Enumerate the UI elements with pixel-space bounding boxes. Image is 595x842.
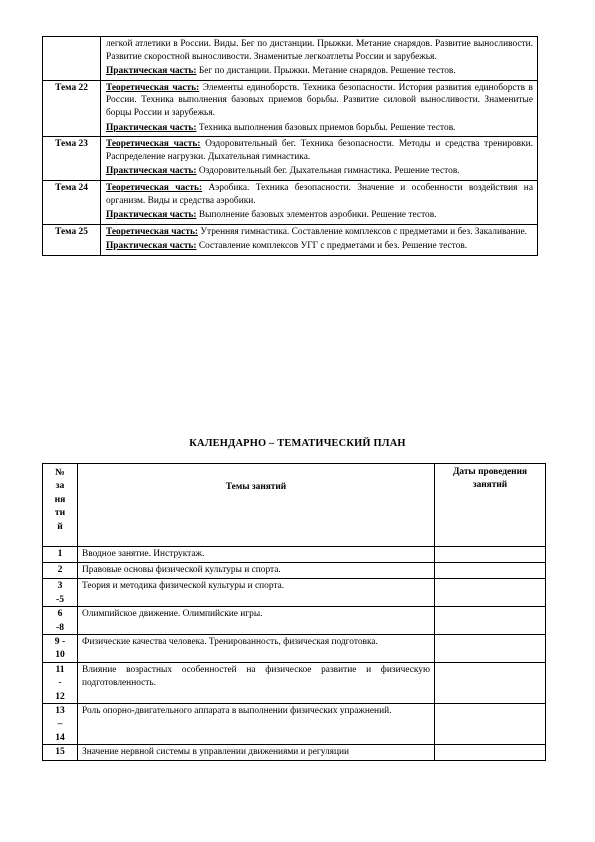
- lesson-number-line: -: [58, 677, 62, 689]
- part-text: легкой атлетики в России. Виды. Бег по дистанции. Прыжки. Метание снарядов. Развитие выносливости. Развитие скоростной выносливости. Знаменитые легкоатлеты России и зарубежья.: [106, 39, 533, 62]
- plan-row: [43, 579, 546, 607]
- topic-paragraph: [106, 138, 533, 163]
- topic-description: [101, 224, 538, 255]
- lesson-number: [43, 635, 78, 663]
- lesson-number: [43, 662, 78, 703]
- part-text: Выполнение базовых элементов аэробики. Решение тестов.: [196, 210, 437, 221]
- header-topic: Темы занятий: [78, 464, 435, 547]
- lesson-number: [43, 745, 78, 761]
- topic-number: Тема 23: [43, 137, 101, 181]
- lesson-number-line: 14: [55, 731, 65, 743]
- lesson-date-cell[interactable]: [435, 579, 546, 607]
- lesson-number-line: 2: [57, 564, 63, 576]
- plan-row: [43, 563, 546, 579]
- topic-row: [43, 224, 538, 255]
- lesson-date-cell[interactable]: [435, 662, 546, 703]
- lesson-date-cell[interactable]: [435, 745, 546, 761]
- plan-title: КАЛЕНДАРНО – ТЕМАТИЧЕСКИЙ ПЛАН: [189, 438, 406, 449]
- plan-header-row: [43, 464, 546, 547]
- topic-paragraph: [106, 240, 533, 253]
- part-text: Бег по дистанции. Прыжки. Метание снарядов. Решение тестов.: [196, 66, 456, 77]
- part-label: Практическая часть:: [106, 122, 197, 133]
- topic-description: [101, 180, 538, 224]
- topic-paragraph: [106, 122, 533, 135]
- part-label: Практическая часть:: [106, 166, 197, 177]
- topic-paragraph: [106, 165, 533, 178]
- part-label: Теоретическая часть:: [106, 226, 199, 237]
- topic-paragraph: [106, 226, 533, 239]
- lesson-number-line: 10: [55, 649, 65, 661]
- lesson-number-line: 15: [55, 746, 65, 758]
- topic-number: [43, 37, 101, 81]
- lesson-number-line: 12: [55, 690, 65, 702]
- lesson-number-line: 11: [55, 663, 65, 675]
- lesson-topic: Физические качества человека. Тренированность, физическая подготовка.: [78, 635, 435, 663]
- lesson-topic: Теория и методика физической культуры и спорта.: [78, 579, 435, 607]
- part-label: Теоретическая часть:: [106, 182, 203, 193]
- topic-row: [43, 180, 538, 224]
- part-label: Практическая часть:: [106, 210, 197, 221]
- plan-row: [43, 635, 546, 663]
- lesson-topic: Вводное занятие. Инструктаж.: [78, 547, 435, 563]
- header-number-line: №: [55, 467, 65, 478]
- lesson-topic: Влияние возрастных особенностей на физическое развитие и физическую подготовленность.: [78, 662, 435, 703]
- part-text: Оздоровительный бег. Техника безопасности. Методы и средства тренировки. Распределение нагрузки. Дыхательная гимнастика.: [106, 139, 533, 162]
- lesson-date-cell[interactable]: [435, 547, 546, 563]
- calendar-plan-table: [42, 463, 546, 761]
- topic-paragraph: [106, 38, 533, 63]
- topic-row: [43, 80, 538, 136]
- plan-row: [43, 662, 546, 703]
- topics-table: [42, 36, 538, 256]
- topic-paragraph: [106, 65, 533, 78]
- lesson-number-line: -8: [56, 621, 64, 633]
- lesson-topic: Значение нервной системы в управлении движениями и регуляции: [78, 745, 435, 761]
- topic-row: [43, 137, 538, 181]
- topic-row: [43, 37, 538, 81]
- plan-row: [43, 547, 546, 563]
- lesson-number: [43, 563, 78, 579]
- part-label: Теоретическая часть:: [106, 139, 201, 150]
- plan-row: [43, 745, 546, 761]
- topic-number: Тема 22: [43, 80, 101, 136]
- topic-description: [101, 137, 538, 181]
- header-number-line: й: [57, 520, 63, 532]
- lesson-number: [43, 579, 78, 607]
- header-lesson-number: [43, 464, 78, 547]
- lesson-topic: Правовые основы физической культуры и спорта.: [78, 563, 435, 579]
- part-text: Утренняя гимнастика. Составление комплексов с предметами и без. Закаливание.: [198, 226, 527, 237]
- lesson-number-line: 13: [55, 705, 65, 717]
- lesson-number-line: -5: [56, 593, 64, 605]
- topic-number: Тема 24: [43, 180, 101, 224]
- part-text: Оздоровительный бег. Дыхательная гимнастика. Решение тестов.: [196, 166, 460, 177]
- part-text: Аэробика. Техника безопасности. Значение и особенности воздействия на организм. Виды и средства аэробики.: [106, 182, 533, 206]
- lesson-topic: Роль опорно-двигательного аппарата в выполнении физических упражнений.: [78, 704, 435, 745]
- plan-row: [43, 607, 546, 635]
- lesson-number-line: 6: [57, 608, 63, 620]
- header-number-line: ня: [54, 493, 66, 505]
- lesson-date-cell[interactable]: [435, 635, 546, 663]
- topic-description: [101, 37, 538, 81]
- header-number-line: ти: [54, 507, 66, 519]
- part-text: Элементы единоборств. Техника безопасности. История развития единоборств в России. Техника выполнения базовых приемов борьбы. Развитие силовой выносливости. Знаменитые борцы России и зарубежья.: [106, 82, 533, 118]
- header-number-line: за: [55, 480, 65, 492]
- lesson-date-cell[interactable]: [435, 704, 546, 745]
- part-label: Теоретическая часть:: [106, 82, 200, 93]
- lesson-date-cell[interactable]: [435, 607, 546, 635]
- topic-number: Тема 25: [43, 224, 101, 255]
- lesson-number-line: 1: [57, 548, 63, 559]
- topic-paragraph: [106, 182, 533, 207]
- lesson-date-cell[interactable]: [435, 563, 546, 579]
- topic-paragraph: [106, 209, 533, 222]
- topic-paragraph: [106, 82, 533, 120]
- header-dates: Даты проведения занятий: [435, 464, 546, 547]
- lesson-number: [43, 547, 78, 563]
- lesson-topic: Олимпийское движение. Олимпийские игры.: [78, 607, 435, 635]
- lesson-number: [43, 704, 78, 745]
- plan-row: [43, 704, 546, 745]
- lesson-number-line: –: [57, 718, 63, 730]
- part-label: Практическая часть:: [106, 241, 197, 252]
- lesson-number-line: 9 -: [54, 636, 66, 648]
- lesson-number: [43, 607, 78, 635]
- part-label: Практическая часть:: [106, 66, 197, 77]
- part-text: Техника выполнения базовых приемов борьбы. Решение тестов.: [196, 122, 456, 133]
- topic-description: [101, 80, 538, 136]
- part-text: Составление комплексов УГГ с предметами и без. Решение тестов.: [196, 241, 468, 252]
- lesson-number-line: 3: [57, 580, 63, 592]
